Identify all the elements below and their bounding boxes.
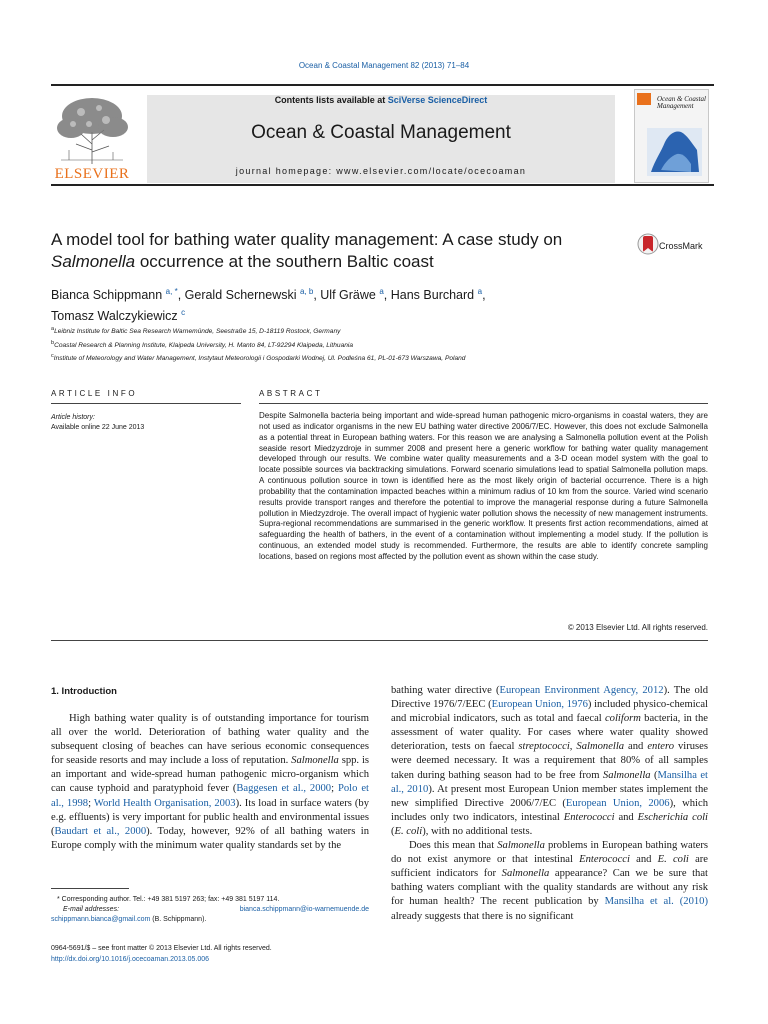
author-name[interactable]: Ulf Gräwe xyxy=(320,288,376,303)
body-column-left xyxy=(51,712,369,853)
author-name[interactable]: Hans Burchard xyxy=(390,288,475,303)
title-line2: occurrence at the southern Baltic coast xyxy=(135,252,434,271)
page-footer xyxy=(51,944,381,965)
crossmark-label[interactable]: CrossMark xyxy=(659,241,703,251)
footnote-rule xyxy=(51,888,129,889)
intro-paragraph-1-cont: bathing water directive (European Environment Agency, 2012). The old Directive 1976/7/EEC (European Union, 1976) included physico-chemical and microbial indicators, such as total and faecal coliform bacteria, in the assessment of water quality. For cases where water quality showed deterioration, tests on faecal streptococci, Salmonella and entero viruses were deemed necessary. It was a requirement that 80% of all samples taken during bathing season had to be free from Salmonella (Mansilha et al., 2010). At present most European Union member states implement the new simplified Directive 2006/7/EC (European Union, 2006), which includes only two indicators, intestinal Enterococci and Escherichia coli (E. coli), with no additional tests. xyxy=(391,685,709,837)
introduction-heading: 1. Introduction xyxy=(51,686,117,697)
history-value: Available online 22 June 2013 xyxy=(51,424,145,431)
affil-text: Coastal Research & Planning Institute, Klaipeda University, H. Manto 84, LT-92294 Klaipeda, Lithuania xyxy=(54,341,354,349)
author-sup[interactable]: a, b xyxy=(299,287,314,296)
email-label: E-mail addresses: xyxy=(63,906,120,913)
homepage-link[interactable]: www.elsevier.com/locate/ocecoaman xyxy=(336,166,527,176)
title-italic-salmonella: Salmonella xyxy=(51,252,136,271)
ref-link[interactable]: Baudart et al., 2000 xyxy=(54,825,147,837)
doi-link[interactable]: http://dx.doi.org/10.1016/j.ocecoaman.2013.05.006 xyxy=(51,955,210,963)
ref-link[interactable]: European Environment Agency, 2012 xyxy=(499,685,664,696)
article-info-heading: ARTICLE INFO xyxy=(51,389,138,398)
affil-sup: a xyxy=(51,326,55,332)
journal-cover-thumbnail xyxy=(634,89,709,183)
affiliation-item xyxy=(51,351,671,365)
abstract-rule xyxy=(259,403,708,404)
contents-available xyxy=(147,95,615,105)
elsevier-wordmark: ELSEVIER xyxy=(54,166,130,182)
ref-link[interactable]: Polo et al., 1998 xyxy=(51,783,369,809)
affiliations xyxy=(51,324,671,365)
contents-prefix: Contents lists available at xyxy=(274,95,388,105)
ref-link[interactable]: World Health Organisation, 2003 xyxy=(93,797,236,809)
article-history xyxy=(51,413,144,433)
author-sup[interactable]: a xyxy=(379,287,384,296)
abstract-copyright: © 2013 Elsevier Ltd. All rights reserved. xyxy=(567,623,708,632)
author-name[interactable]: Bianca Schippmann xyxy=(51,288,163,303)
email-link-1[interactable]: bianca.schippmann@io-warnemuende.de xyxy=(239,906,369,913)
ref-link[interactable]: Mansilha et al., 2010 xyxy=(391,769,708,795)
homepage-prefix: journal homepage: xyxy=(235,166,337,176)
affil-sup: c xyxy=(51,353,54,360)
email-suffix: (B. Schippmann). xyxy=(150,916,207,923)
author-name[interactable]: Tomasz Walczykiewicz xyxy=(51,309,178,324)
ref-link[interactable]: European Union, 2006 xyxy=(565,797,670,809)
author-sup[interactable]: a, * xyxy=(165,287,178,296)
issn-line: 0964-5691/$ – see front matter © 2013 Elsevier Ltd. All rights reserved. xyxy=(51,945,272,952)
journal-homepage xyxy=(147,166,615,176)
abstract-heading: ABSTRACT xyxy=(259,389,323,398)
journal-reference[interactable]: Ocean & Coastal Management 82 (2013) 71–84 xyxy=(298,61,470,70)
affil-text: Leibniz Institute for Baltic Sea Research Warnemünde, Seestraße 15, D-18119 Rostock, Germany xyxy=(54,328,341,336)
affiliation-item xyxy=(51,324,671,338)
ref-link[interactable]: Baggesen et al., 2000 xyxy=(236,783,332,795)
affiliation-item xyxy=(51,338,671,352)
corresponding-line: * Corresponding author. Tel.: +49 381 5197 263; fax: +49 381 5197 114. xyxy=(57,896,280,903)
email-line xyxy=(51,905,369,915)
author-name[interactable]: Gerald Schernewski xyxy=(184,288,297,303)
email-line-2 xyxy=(51,915,369,925)
affil-sup: b xyxy=(51,339,55,346)
title-line1: A model tool for bathing water quality management: A case study on xyxy=(51,230,563,249)
corresponding-author-footnote xyxy=(51,895,369,925)
abstract-text: Despite Salmonella bacteria being important and wide-spread human pathogenic micro-organisms in coastal waters, they are not used as indicator organisms in the new EU bathing water directive 2006/7/EC. However, this does not exclude Salmonella as a potential threat in European bathing waters. For this reason we are analysing a Salmonella pollution event at the Polish seaside resort Miedzyzdroje in summer 2008 and present here a generic workflow for bathing water quality management developed through our results. We combine water quality measurements and a 3-D ocean model system with the goal to locate possible sources via backtracking simulations. Forward scenario simulations lead to spatial Salmonella pollution maps. A continuous pollution source in town is identified here as the most likely origin of bacterial occurrence. There is a high probability that the contamination impacted beaches within a minimum radius of 10 km from the source. Varied wind scenario results provide transport ranges and therefore the potential to improve the managerial response during a future Salmonella pollution in Miedzyzdroje. The overall impact of hygienic water pollution shows the necessity of new management instruments. Supra-regional recommendations are summarised in the generic workflow. It presents first action recommendations, aimed at safeguarding the health of bathers, in the event of a contamination without implementing a model study. If the pollution is continuous, an extended model study is recommended. Furthermore, the results are able to identify concrete sampling locations, based on regions most affected by the pollution event as shown within the case study. xyxy=(259,411,708,561)
affil-text: Institute of Meteorology and Water Management, Instytaut Meteorologii i Gospodarki Wodnej, Ul. Podleśna 61, PL-01-673 Warszawa, Poland xyxy=(53,355,466,363)
author-list: Bianca Schippmann $^{a, *}$, Gerald Schernewski $^{a, b}$, Ulf Gräwe $^a$, Hans Burchard $^a$, Tomasz Walczykiewicz $^c$ xyxy=(51,287,486,324)
author-sup[interactable]: a xyxy=(477,287,483,296)
sciverse-link[interactable]: SciVerse ScienceDirect xyxy=(387,95,488,105)
author-sup[interactable]: c xyxy=(181,308,186,318)
ref-link[interactable]: Mansilha et al. (2010) xyxy=(604,896,708,908)
intro-paragraph-1: High bathing water quality is of outstanding importance for tourism all over the world. Deterioration of bathing water quality and the subsequent closing of beaches can have serious economic consequences for seaside resorts and may include a loss of reputation. Salmonella spp. is an important and wide-spread human pathogenic micro-organism which can cause typhoid and paratyphoid fever (Baggesen et al., 2000; Polo et al., 1998; World Health Organisation, 2003). Its load in surface waters (by e.g. effluents) is very important for public health and environmental issues (Baudart et al., 2000). Today, however, 92% of all bathing waters in Europe comply with the minimum water quality standards set by the xyxy=(51,713,370,851)
email-link-2[interactable]: schippmann.bianca@gmail.com xyxy=(51,916,151,923)
cover-title: Ocean & Coastal Management xyxy=(657,95,706,110)
journal-name: Ocean & Coastal Management xyxy=(251,122,511,143)
intro-paragraph-2: Does this mean that Salmonella problems in European bathing waters do not exist anymore or that intestinal Enterococci and E. coli are sufficient indicators for Salmonella appearance? Can we be sure that bathing waters compliant with the quality standards are without any risk for human health? The recent publication by Mansilha et al. (2010) already suggests that there is no significant xyxy=(391,840,709,922)
abstract-bottom-rule xyxy=(51,640,708,641)
body-column-right xyxy=(391,684,708,924)
history-label: Article history: xyxy=(51,414,95,421)
ref-link[interactable]: European Union, 1976 xyxy=(491,699,588,711)
article-title xyxy=(51,229,611,273)
article-info-rule xyxy=(51,403,241,404)
